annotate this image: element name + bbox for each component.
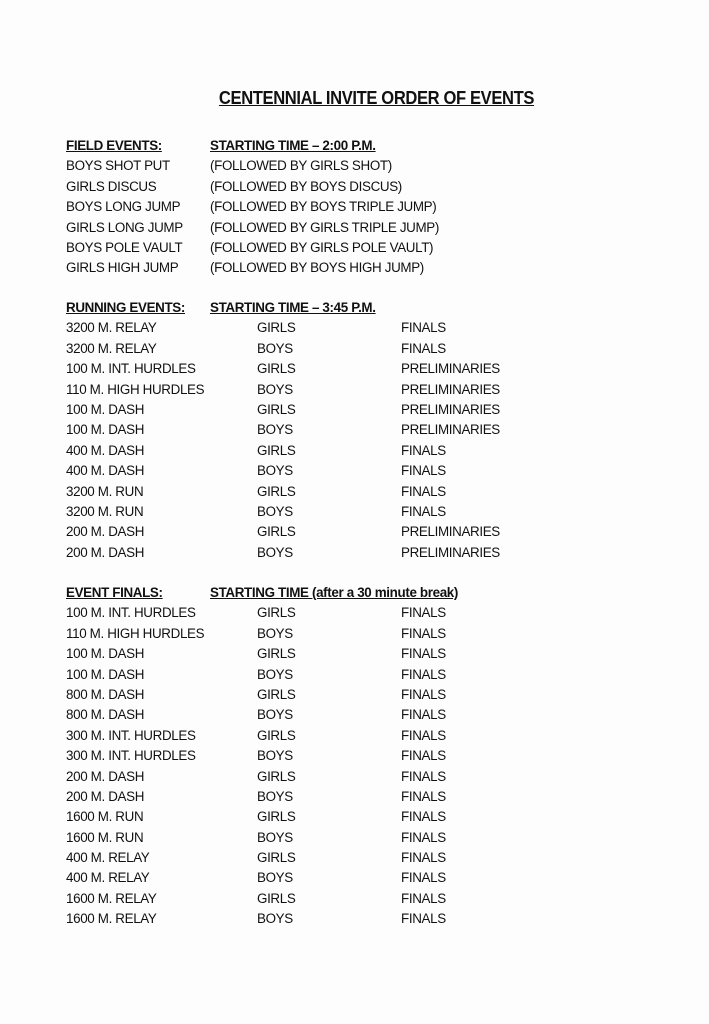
event-name: 400 M. RELAY — [66, 850, 150, 866]
event-name: 800 M. DASH — [66, 707, 145, 723]
event-name: 300 M. INT. HURDLES — [66, 748, 196, 764]
event-name: 1600 M. RUN — [66, 809, 144, 825]
event-gender: GIRLS — [257, 524, 296, 540]
event-round: FINALS — [401, 686, 446, 702]
field-events-start-time: STARTING TIME – 2:00 P.M. — [210, 138, 376, 153]
running-events-header — [66, 298, 666, 318]
event-gender: GIRLS — [257, 605, 296, 621]
event-round: FINALS — [401, 809, 446, 825]
event-gender: BOYS — [257, 870, 293, 886]
event-round: FINALS — [401, 870, 446, 886]
event-round: PRELIMINARIES — [401, 401, 500, 417]
event-name: 1600 M. RUN — [66, 829, 144, 845]
table-row — [66, 726, 666, 746]
event-gender: BOYS — [257, 463, 293, 479]
table-row — [66, 461, 666, 481]
event-name: 110 M. HIGH HURDLES — [66, 625, 205, 641]
event-note: (FOLLOWED BY GIRLS SHOT) — [210, 158, 392, 174]
event-name: 1600 M. RELAY — [66, 911, 157, 927]
table-row — [66, 868, 666, 888]
table-row — [66, 746, 666, 766]
event-round: FINALS — [401, 666, 446, 682]
event-name: BOYS POLE VAULT — [66, 239, 183, 255]
event-round: FINALS — [401, 727, 446, 743]
event-gender: GIRLS — [257, 768, 296, 784]
table-row — [66, 258, 666, 278]
table-row — [66, 400, 666, 420]
event-name: 400 M. DASH — [66, 463, 145, 479]
table-row — [66, 197, 666, 217]
event-round: FINALS — [401, 503, 446, 519]
event-round: FINALS — [401, 483, 446, 499]
event-name: 3200 M. RELAY — [66, 320, 157, 336]
event-gender: GIRLS — [257, 809, 296, 825]
event-name: 3200 M. RUN — [66, 503, 144, 519]
table-row — [66, 644, 666, 664]
table-row — [66, 420, 666, 440]
event-gender: GIRLS — [257, 320, 296, 336]
event-name: 110 M. HIGH HURDLES — [66, 381, 205, 397]
running-events-section — [66, 298, 666, 563]
event-round: FINALS — [401, 463, 446, 479]
table-row — [66, 441, 666, 461]
table-row — [66, 909, 666, 929]
event-round: PRELIMINARIES — [401, 524, 500, 540]
event-gender: BOYS — [257, 625, 293, 641]
event-gender: BOYS — [257, 340, 293, 356]
event-name: GIRLS LONG JUMP — [66, 219, 183, 235]
event-name: 100 M. INT. HURDLES — [66, 361, 196, 377]
event-name: 200 M. DASH — [66, 788, 145, 804]
table-row — [66, 522, 666, 542]
event-name: 3200 M. RUN — [66, 483, 144, 499]
event-round: FINALS — [401, 442, 446, 458]
event-round: FINALS — [401, 911, 446, 927]
table-row — [66, 380, 666, 400]
event-name: BOYS SHOT PUT — [66, 158, 170, 174]
event-round: FINALS — [401, 850, 446, 866]
event-round: PRELIMINARIES — [401, 361, 500, 377]
running-events-list — [66, 318, 666, 563]
table-row — [66, 807, 666, 827]
event-note: (FOLLOWED BY BOYS HIGH JUMP) — [210, 260, 424, 276]
event-gender: BOYS — [257, 707, 293, 723]
event-gender: BOYS — [257, 503, 293, 519]
event-gender: GIRLS — [257, 727, 296, 743]
event-gender: BOYS — [257, 666, 293, 682]
event-round: PRELIMINARIES — [401, 544, 500, 560]
table-row — [66, 502, 666, 522]
event-note: (FOLLOWED BY GIRLS POLE VAULT) — [210, 239, 434, 255]
event-name: 100 M. INT. HURDLES — [66, 605, 196, 621]
event-name: 800 M. DASH — [66, 686, 145, 702]
event-gender: GIRLS — [257, 686, 296, 702]
event-gender: GIRLS — [257, 483, 296, 499]
event-name: 200 M. DASH — [66, 768, 145, 784]
table-row — [66, 482, 666, 502]
event-round: FINALS — [401, 788, 446, 804]
event-round: FINALS — [401, 320, 446, 336]
field-events-section — [66, 136, 666, 279]
event-name: 3200 M. RELAY — [66, 340, 157, 356]
event-gender: GIRLS — [257, 646, 296, 662]
table-row — [66, 705, 666, 725]
event-gender: GIRLS — [257, 890, 296, 906]
table-row — [66, 685, 666, 705]
table-row — [66, 624, 666, 644]
table-row — [66, 318, 666, 338]
event-round: FINALS — [401, 768, 446, 784]
event-round: PRELIMINARIES — [401, 381, 500, 397]
event-note: (FOLLOWED BY GIRLS TRIPLE JUMP) — [210, 219, 439, 235]
event-name: 100 M. DASH — [66, 422, 145, 438]
field-events-label: FIELD EVENTS: — [66, 138, 162, 153]
event-gender: BOYS — [257, 544, 293, 560]
event-name: 200 M. DASH — [66, 524, 145, 540]
table-row — [66, 828, 666, 848]
running-events-label: RUNNING EVENTS: — [66, 300, 185, 315]
event-round: PRELIMINARIES — [401, 422, 500, 438]
event-gender: GIRLS — [257, 850, 296, 866]
event-gender: BOYS — [257, 422, 293, 438]
event-name: 1600 M. RELAY — [66, 890, 157, 906]
event-finals-label: EVENT FINALS: — [66, 585, 163, 600]
event-finals-section — [66, 583, 666, 930]
event-round: FINALS — [401, 646, 446, 662]
event-round: FINALS — [401, 890, 446, 906]
event-name: GIRLS DISCUS — [66, 178, 157, 194]
table-row — [66, 339, 666, 359]
event-name: 300 M. INT. HURDLES — [66, 727, 196, 743]
event-round: FINALS — [401, 829, 446, 845]
event-name: 100 M. DASH — [66, 646, 145, 662]
table-row — [66, 218, 666, 238]
event-name: GIRLS HIGH JUMP — [66, 260, 179, 276]
event-name: 200 M. DASH — [66, 544, 145, 560]
event-gender: GIRLS — [257, 361, 296, 377]
event-name: 100 M. DASH — [66, 666, 145, 682]
event-finals-header — [66, 583, 666, 603]
event-round: FINALS — [401, 605, 446, 621]
table-row — [66, 787, 666, 807]
event-round: FINALS — [401, 340, 446, 356]
table-row — [66, 156, 666, 176]
table-row — [66, 543, 666, 563]
event-note: (FOLLOWED BY BOYS TRIPLE JUMP) — [210, 199, 437, 215]
event-gender: BOYS — [257, 911, 293, 927]
page-title: CENTENNIAL INVITE ORDER OF EVENTS — [218, 88, 535, 108]
event-finals-list — [66, 603, 666, 929]
event-gender: BOYS — [257, 829, 293, 845]
table-row — [66, 889, 666, 909]
event-gender: BOYS — [257, 748, 293, 764]
table-row — [66, 177, 666, 197]
event-round: FINALS — [401, 748, 446, 764]
event-gender: BOYS — [257, 381, 293, 397]
event-name: 400 M. RELAY — [66, 870, 150, 886]
event-note: (FOLLOWED BY BOYS DISCUS) — [210, 178, 402, 194]
field-events-list — [66, 156, 666, 278]
event-name: 400 M. DASH — [66, 442, 145, 458]
field-events-header — [66, 136, 666, 156]
event-finals-start-time: STARTING TIME (after a 30 minute break) — [210, 585, 459, 600]
table-row — [66, 665, 666, 685]
event-round: FINALS — [401, 707, 446, 723]
event-round: FINALS — [401, 625, 446, 641]
table-row — [66, 359, 666, 379]
event-name: BOYS LONG JUMP — [66, 199, 181, 215]
table-row — [66, 238, 666, 258]
table-row — [66, 603, 666, 623]
event-gender: GIRLS — [257, 401, 296, 417]
event-gender: GIRLS — [257, 442, 296, 458]
table-row — [66, 848, 666, 868]
event-name: 100 M. DASH — [66, 401, 145, 417]
running-events-start-time: STARTING TIME – 3:45 P.M. — [210, 300, 376, 315]
event-gender: BOYS — [257, 788, 293, 804]
table-row — [66, 767, 666, 787]
